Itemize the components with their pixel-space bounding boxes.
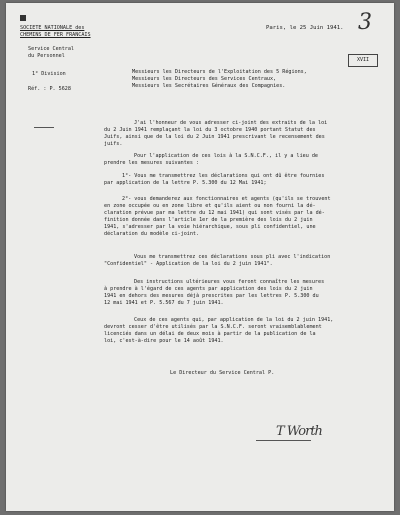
transmit-line-1: Vous me transmettrez ces déclarations sous pli avec l'indication [134, 254, 331, 260]
item1-line-2: par application de la lettre P. 5.300 du 12 Mai 1941; [104, 180, 267, 186]
item2-line-5: 1941, s'adresser par la voie hiérarchique, sous pli confidentiel, une [104, 224, 316, 230]
company-name-line2: CHEMINS DE FER FRANCAIS [20, 32, 91, 38]
signature-underline [256, 440, 311, 441]
place-date: Paris, le 25 Juin 1941. [266, 25, 344, 31]
transmit-line-2: "Confidentiel" - Application de la loi du 2 juin 1941". [104, 261, 273, 267]
addressee-1: Messieurs les Directeurs de l'Exploitation des 5 Régions, [132, 69, 307, 75]
handwritten-signature: T Worth [276, 424, 322, 439]
division: 1° Division [32, 71, 66, 77]
reference: Réf. : P. 5628 [28, 86, 71, 92]
instructions-line-4: 12 mai 1941 et P. 5.567 du 7 juin 1941. [104, 300, 224, 306]
handwritten-number: 3 [358, 10, 372, 35]
intro-line-2: du 2 Juin 1941 remplaçant la loi du 3 octobre 1940 portant Statut des [104, 127, 316, 133]
item2-line-3: claration prévue par ma lettre du 12 mai 1941) qui sont visés par la dé- [104, 210, 325, 216]
intro-line-1: J'ai l'honneur de vous adresser ci-joint des extraits de la loi [134, 120, 328, 126]
agents-line-2: devront cesser d'être utilisés par la S.N.C.F. seront vraisemblablement [104, 324, 322, 330]
agents-line-1: Ceux de ces agents qui, par application de la loi du 2 juin 1941, [134, 317, 334, 323]
application-line-1: Pour l'application de ces lois à la S.N.C.F., il y a lieu de [134, 153, 319, 159]
item1-line-1: 1°- Vous me transmettrez les déclarations qui ont dû être fournies [122, 173, 325, 179]
corner-mark [20, 15, 26, 21]
addressee-2: Messieurs les Directeurs des Services Centraux, [132, 76, 277, 82]
instructions-line-2: à prendre à l'égard de ces agents par application des lois du 2 juin [104, 286, 313, 292]
addressee-3: Messieurs les Secrétaires Généraux des Compagnies. [132, 83, 286, 89]
item2-line-6: déclaration du modèle ci-joint. [104, 231, 200, 237]
item2-line-4: finition donnée dans l'article 1er de la première des lois du 2 juin [104, 217, 313, 223]
agents-line-3: licenciés dans un délai de deux mois à partir de la publication de la [104, 331, 316, 337]
item2-line-2: en zone occupée ou en zone libre et qu'ils aient ou non fourni la dé- [104, 203, 316, 209]
intro-line-3: Juifs, ainsi que de la loi du 2 Juin 1941 prescrivant le recensement des [104, 134, 325, 140]
document-page [6, 3, 394, 511]
intro-line-4: juifs. [104, 141, 123, 147]
service-line2: du Personnel [28, 53, 65, 59]
service-line1: Service Central [28, 46, 75, 52]
company-name-line1: SOCIETE NATIONALE des [20, 25, 85, 31]
archive-stamp: XVII [348, 54, 378, 67]
instructions-line-1: Des instructions ultérieures vous feront connaître les mesures [134, 279, 325, 285]
margin-dash [34, 127, 54, 128]
signature-title: Le Directeur du Service Central P. [170, 370, 275, 376]
item2-line-1: 2°- vous demanderez aux fonctionnaires et agents (qu'ils se trouvent [122, 196, 331, 202]
agents-line-4: loi, c'est-à-dire pour le 14 août 1941. [104, 338, 224, 344]
instructions-line-3: 1941 en dehors des mesures déjà prescrites par les lettres P. 5.300 du [104, 293, 319, 299]
application-line-2: prendre les mesures suivantes : [104, 160, 200, 166]
